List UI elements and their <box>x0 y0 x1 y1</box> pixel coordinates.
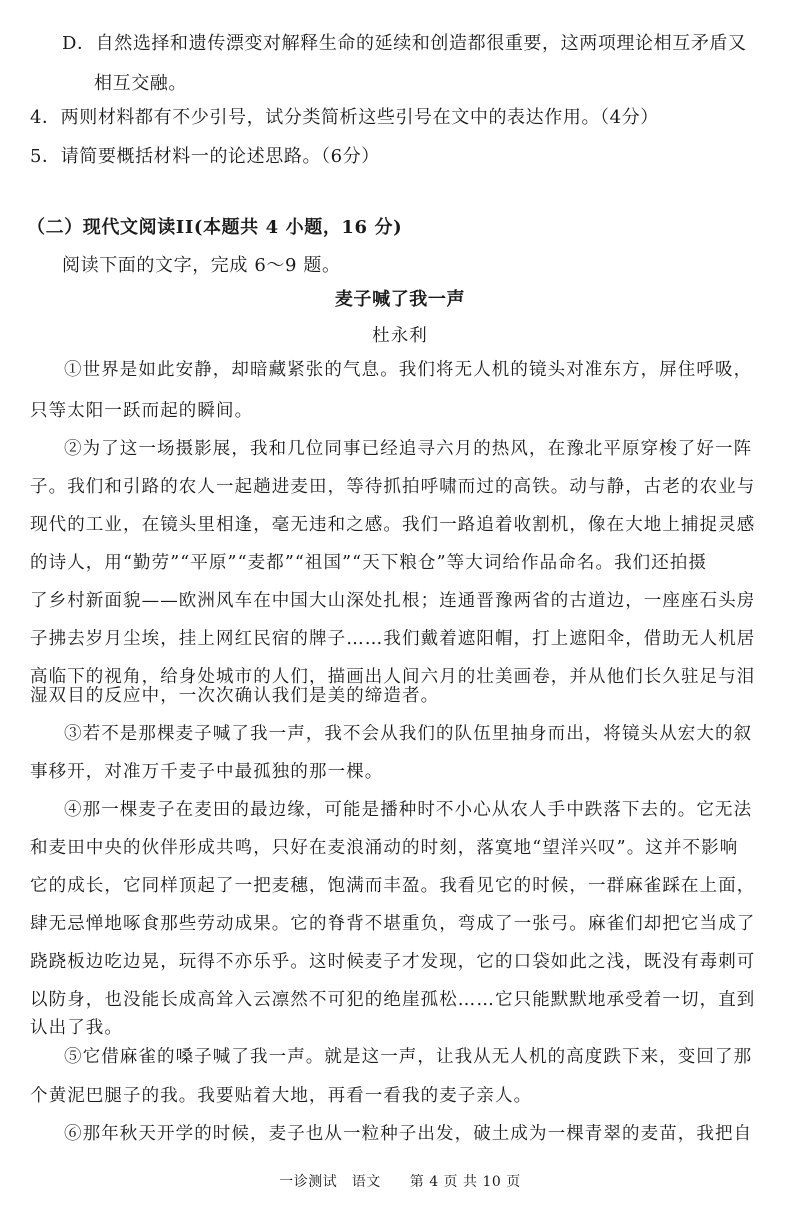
question-4: 4．两则材料都有不少引号，试分类简析这些引号在文中的表达作用。（4分） <box>30 107 659 128</box>
section-instruction: 阅读下面的文字，完成 6～9 题。 <box>62 255 341 276</box>
article-line: 事移开，对准万千麦子中最孤独的那一棵。 <box>30 762 384 782</box>
article-line: 认出了我。 <box>30 1018 123 1038</box>
article-line: 以防身，也没能长成高耸入云凛然不可犯的绝崖孤松……它只能默默地承受着一切，直到 <box>30 990 756 1010</box>
article-line: 和麦田中央的伙伴形成共鸣，只好在麦浪涌动的时刻，落寞地“望洋兴叹”。这并不影响 <box>30 838 739 858</box>
article-line: ⑤它借麻雀的嗓子喊了我一声。就是这一声，让我从无人机的高度跌下来，变回了那 <box>64 1047 753 1067</box>
article-line: 湿双目的反应中，一次次确认我们是美的缔造者。 <box>30 686 440 706</box>
article-line: 它的成长，它同样顶起了一把麦穗，饱满而丰盈。我看见它的时候，一群麻雀踩在上面， <box>30 876 756 896</box>
article-line: 子拂去岁月尘埃，挂上网红民宿的牌子……我们戴着遮阳帽，打上遮阳伞，借助无人机居 <box>30 629 756 649</box>
article-line: 个黄泥巴腿子的我。我要贴着大地，再看一看我的麦子亲人。 <box>30 1086 533 1106</box>
article-line: ①世界是如此安静，却暗藏紧张的气息。我们将无人机的镜头对准东方，屏住呼吸， <box>64 360 753 380</box>
article-line: 跷跷板边吃边晃，玩得不亦乐乎。这时候麦子才发现，它的口袋如此之浅，既没有毒刺可 <box>30 952 756 972</box>
option-d-line-1: D．自然选择和遗传漂变对解释生命的延续和创造都很重要，这两项理论相互矛盾又 <box>62 33 747 54</box>
article-line: 只等太阳一跃而起的瞬间。 <box>30 401 254 421</box>
article-line: 子。我们和引路的农人一起趟进麦田，等待抓拍呼啸而过的高铁。动与静，古老的农业与 <box>30 477 756 497</box>
article-line: ④那一棵麦子在麦田的最边缘，可能是播种时不小心从农人手中跌落下去的。它无法 <box>64 800 753 820</box>
page-footer: 一诊测试 语文 第 4 页 共 10 页 <box>279 1174 521 1190</box>
article-title: 麦子喊了我一声 <box>334 289 466 310</box>
article-line: ③若不是那棵麦子喊了我一声，我不会从我们的队伍里抽身而出，将镜头从宏大的叙 <box>64 724 753 744</box>
question-5: 5．请简要概括材料一的论述思路。（6分） <box>30 146 380 167</box>
article-line: 高临下的视角，给身处城市的人们，描画出人间六月的壮美画卷，并从他们长久驻足与泪 <box>30 667 756 687</box>
article-line: 肆无忌惮地啄食那些劳动成果。它的脊背不堪重负，弯成了一张弓。麻雀们却把它当成了 <box>30 914 756 934</box>
article-line: 了乡村新面貌——欧洲风车在中国大山深处扎根；连通晋豫两省的古道边，一座座石头房 <box>30 591 756 611</box>
article-line: ②为了这一场摄影展，我和几位同事已经追寻六月的热风，在豫北平原穿梭了好一阵 <box>64 439 753 459</box>
article-line: 的诗人，用“勤劳”“平原”“麦都”“祖国”“天下粮仓”等大词给作品命名。我们还拍摄 <box>30 553 708 573</box>
section-heading: （二）现代文阅读II(本题共 4 小题，16 分) <box>27 217 403 238</box>
article-line: 现代的工业，在镜头里相逢，毫无违和之感。我们一路追着收割机，像在大地上捕捉灵感 <box>30 515 756 535</box>
option-d-line-2: 相互交融。 <box>94 73 187 94</box>
article-line: ⑥那年秋天开学的时候，麦子也从一粒种子出发，破土成为一棵青翠的麦苗，我把自 <box>64 1124 753 1144</box>
article-author: 杜永利 <box>372 326 428 346</box>
